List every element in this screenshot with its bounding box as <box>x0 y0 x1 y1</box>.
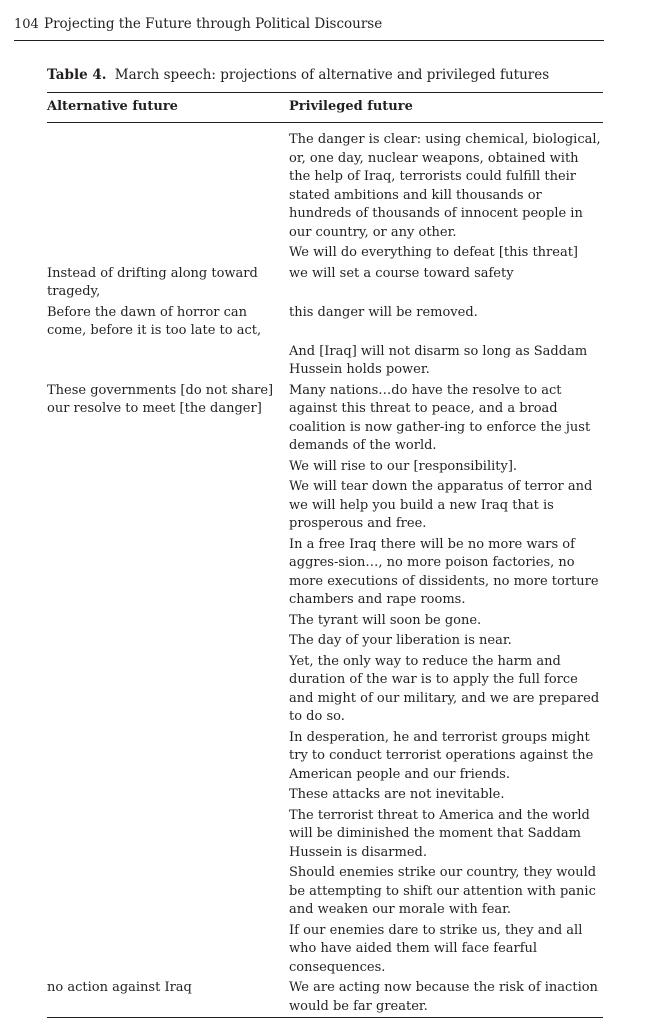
projections-table <box>47 92 603 1018</box>
privileged-future-cell: Many nations…do have the resolve to act against this threat to peace, and a broad coalition is now gather-ing to enforce the just demands of the world. <box>289 382 591 453</box>
table-label: Table 4. <box>47 67 107 83</box>
privileged-future-cell: Should enemies strike our country, they would be attempting to shift our attention with panic and weaken our morale with fear. <box>289 865 597 917</box>
running-title: Projecting the Future through Political Discourse <box>44 16 383 32</box>
table-row <box>47 478 603 536</box>
privileged-future-cell: In desperation, he and terrorist groups might try to conduct terrorist operations against the American people and our friends. <box>289 729 594 782</box>
table-body <box>47 123 603 1018</box>
table-row <box>47 612 603 633</box>
table-row <box>47 864 603 922</box>
running-head <box>14 12 604 41</box>
privileged-future-cell: we will set a course toward safety <box>289 265 514 281</box>
privileged-future-cell: We will do everything to defeat [this threat] <box>289 245 579 260</box>
table-row <box>47 265 603 304</box>
table-row <box>47 807 603 865</box>
table-row <box>47 922 603 980</box>
alternative-future-cell <box>47 864 289 922</box>
alternative-future-cell <box>47 612 289 633</box>
table-row <box>47 382 603 458</box>
alternative-future-cell: no action against Iraq <box>47 979 289 1018</box>
privileged-future-cell: The terrorist threat to America and the world will be diminished the moment that Saddam Hussein is disarmed. <box>289 807 590 860</box>
privileged-future-cell: Yet, the only way to reduce the harm and duration of the war is to apply the full force and might of our military, and we are prepared to do so. <box>289 653 600 724</box>
alternative-future-cell: Instead of drifting along toward tragedy, <box>47 265 258 299</box>
table-row <box>47 979 603 1018</box>
page-number: 104 <box>14 17 39 32</box>
table-row <box>47 458 603 479</box>
table-header-row <box>47 93 603 123</box>
column-header-privileged: Privileged future <box>289 93 603 123</box>
alternative-future-cell: Before the dawn of horror can come, before it is too late to act, <box>47 304 262 338</box>
alternative-future-cell <box>47 786 289 807</box>
alternative-future-cell <box>47 458 289 479</box>
alternative-future-cell <box>47 729 289 787</box>
table-caption-text: March speech: projections of alternative and privileged futures <box>114 67 550 83</box>
alternative-future-cell <box>47 632 289 653</box>
alternative-future-cell <box>47 536 289 612</box>
table-row <box>47 123 603 245</box>
alternative-future-cell <box>47 343 289 382</box>
alternative-future-cell <box>47 244 289 265</box>
privileged-future-cell: We will rise to our [responsibility]. <box>289 458 518 474</box>
alternative-future-cell <box>47 123 289 245</box>
privileged-future-cell: The danger is clear: using chemical, biological, or, one day, nuclear weapons, obtained with the help of Iraq, terrorists could fulfill their stated ambitions and kill thousands or hundreds of thousands of innocent people in our country, or any other. <box>289 132 601 240</box>
privileged-future-cell: If our enemies dare to strike us, they and all who have aided them will face fearful consequences. <box>289 922 583 975</box>
table-caption <box>47 63 603 87</box>
alternative-future-cell <box>47 478 289 536</box>
privileged-future-cell: These attacks are not inevitable. <box>289 787 505 802</box>
alternative-future-cell <box>47 653 289 729</box>
table-row <box>47 304 603 343</box>
privileged-future-cell: The day of your liberation is near. <box>289 633 512 648</box>
table-row <box>47 632 603 653</box>
privileged-future-cell: In a free Iraq there will be no more wars of aggres-sion…, no more poison factories, no more executions of dissidents, no more torture chambers and rape rooms. <box>289 536 599 607</box>
alternative-future-cell <box>47 807 289 865</box>
privileged-future-cell: And [Iraq] will not disarm so long as Saddam Hussein holds power. <box>289 343 588 377</box>
privileged-future-cell: The tyrant will soon be gone. <box>289 612 482 628</box>
column-header-alternative: Alternative future <box>47 93 289 123</box>
table-row <box>47 653 603 729</box>
table-row <box>47 244 603 265</box>
table-row <box>47 536 603 612</box>
alternative-future-cell <box>47 922 289 980</box>
privileged-future-cell: this danger will be removed. <box>289 304 478 320</box>
alternative-future-cell: These governments [do not share] our resolve to meet [the danger] <box>47 382 274 416</box>
table-row <box>47 786 603 807</box>
table-row <box>47 343 603 382</box>
privileged-future-cell: We will tear down the apparatus of terror and we will help you build a new Iraq that is prosperous and free. <box>289 479 593 531</box>
privileged-future-cell: We are acting now because the risk of inaction would be far greater. <box>289 979 603 1018</box>
table-row <box>47 729 603 787</box>
